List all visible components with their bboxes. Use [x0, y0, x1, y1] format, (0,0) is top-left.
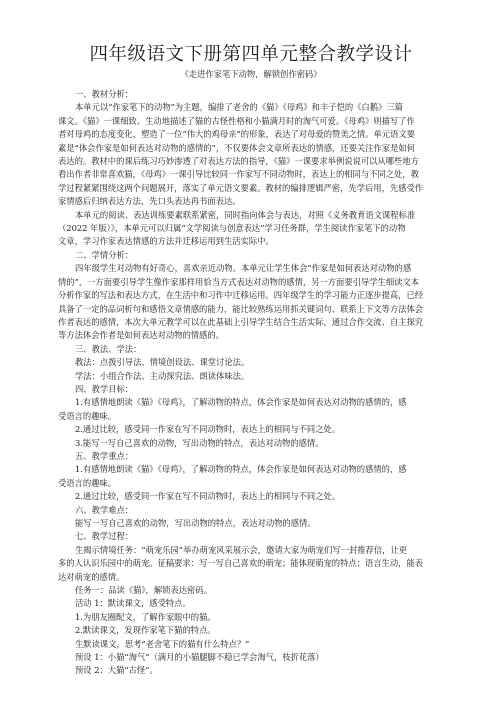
body-text-line: 生默读课文，思考“老舍笔下的猫有什么特点？” [75, 638, 250, 649]
body-text-line: 七、教学过程： [75, 531, 134, 542]
body-text-line: 表达的。教材中的课后练习巧妙渗透了对表达方法的指导，《猫》一课要求举例说说可以从哪些地方 [58, 156, 419, 167]
body-text-line: 四年级学生对动物有好奇心，喜欢亲近动物。本单元让学生体会“作家是如何表达对动物的感 [75, 263, 412, 274]
body-text-line: 2.通过比较，感受同一作家在写不同动物时，表达上的相同与不同之处。 [75, 424, 341, 435]
document-subtitle: 《走进作家笔下动物，解锁创作密码》 [180, 69, 322, 79]
body-text-line: 1.为朋友圈配文，了解作家眼中的猫。 [75, 611, 216, 622]
body-text-line: 课文。《猫》一课细致、生动地描述了猫的古怪性格和小猫满月时的淘气可爱。《母鸡》则描写了作 [58, 115, 415, 126]
body-text-line: 情的”，一方面要引导学生像作家那样用恰当方式表达对动物的感情，另一方面要引导学生细读文本 [58, 276, 420, 287]
body-text-line: 生揭示情境任务：“萌宠乐园”举办萌宠风采展示会，邀请大家为萌宠们写一封推荐信，让更 [75, 544, 408, 555]
body-text-line: 能写一写自己喜欢的动物，写出动物的特点，表达对动物的感情。 [75, 518, 316, 528]
body-text-line: 二、学情分析： [75, 249, 134, 260]
body-text-line: 预设 2：大猫“古怪”。 [75, 665, 158, 676]
body-text-line: 具备了一定的品词析句和感悟文章情感的能力，能比较熟练运用抓关键词句、联系上下文等方法体会 [58, 303, 424, 314]
body-text-line: 看出作者非常喜欢猫，《母鸡》一课引导比较同一作家写不同动物时，表达上的相同与不同之处，教 [58, 169, 419, 180]
body-text-line: 六、教学难点： [75, 504, 134, 515]
document-title: 四年级语文下册第四单元整合教学设计 [89, 44, 413, 65]
body-text-line: 本单元以“作家笔下的动物”为主题，编排了老舍的《猫》《母鸡》和丰子恺的《白鹅》三篇 [75, 102, 403, 113]
body-text-line: 2.默读课文，发现作家笔下猫的特点。 [75, 625, 216, 636]
body-text-line: 四、教学目标： [75, 383, 134, 394]
body-text-line: 者对母鸡的态度变化，塑造了一位“伟大的鸡母亲”的形象，表达了对母爱的赞美之情。单元语文要 [58, 129, 415, 140]
body-text-line: 达对萌宠的感情。 [58, 571, 125, 582]
body-text-line: 学法：小组合作法、主动探究法、朗读体味法。 [75, 370, 250, 381]
body-text-line: 一、教材分析： [75, 89, 134, 99]
body-text-line: 文章，学习作家表达情感的方法并迁移运用到生活实际中。 [58, 236, 274, 247]
body-text-line: 三、教法、学法： [75, 343, 142, 354]
body-text-line: 预设 1：小猫“淘气”（满月的小猫腿脚不稳已学会淘气，枝折花落） [75, 652, 324, 663]
body-text-line: （2022 年版）》，本单元可以归属“文学阅读与创意表达”学习任务群，学生阅读作家笔下的动物 [58, 223, 406, 234]
body-text-line: 作者表达的感情，本次大单元教学可以在此基础上引导学生结合生活实际，通过合作交流、自主探究 [58, 316, 424, 327]
body-text-line: 教法：点拨引导法、情境创设法、课堂讨论法。 [75, 357, 250, 368]
body-text-line: 家情感后归纳表达方法，先口头表达再书面表达。 [58, 196, 241, 207]
body-text-line: 活动 1：默读课文，感受特点。 [75, 598, 191, 609]
body-text-line: 1.有感情地朗读《猫》《母鸡》，了解动物的特点，体会作家是如何表达对动物的感情的，感 [75, 397, 407, 408]
body-text-line: 本单元的阅读、表达训练要素联系紧密，同时指向体会与表达，对照《义务教育语文课程标准 [75, 209, 416, 220]
body-text-line: 分析作家的写法和表达方式，在生活中和习作中迁移运用。四年级学生的学习能力正逐步提高，已经 [58, 290, 424, 301]
document-body [58, 88, 444, 678]
body-text-line: 任务一：品读《猫》，解锁表达密码。 [75, 585, 212, 596]
body-text-line: 多的人认识乐园中的萌宠。征稿要求：写一写自己喜欢的萌宠；能体现萌宠的特点；语言生动，能表 [58, 558, 424, 569]
body-text-line: 素是“体会作家是如何表达对动物的感情的”，不仅要体会文章所表达的情感，还要关注作家是如何 [58, 142, 415, 153]
body-text-line: 受语言的趣味。 [58, 410, 117, 421]
body-text-line: 2.通过比较，感受同一作家在写不同动物时，表达上的相同与不同之处。 [75, 491, 341, 502]
body-text-line: 等方法体会作者是如何表达对动物的情感的。 [58, 330, 224, 341]
body-text-line: 五、教学重点： [75, 450, 134, 461]
body-text-line: 3.能写一写自己喜欢的动物，写出动物的特点，表达对动物的感情。 [75, 437, 324, 448]
body-text-line: 1.有感情地朗读《猫》《母鸡》，了解动物的特点，体会作家是如何表达对动物的感情的，感 [75, 464, 407, 475]
body-text-line: 受语言的趣味。 [58, 477, 117, 488]
body-text-line: 学过程紧紧围绕这两个问题展开，落实了单元语文要素。教材的编排逻辑严密，先学后用，先感受作 [58, 182, 424, 193]
